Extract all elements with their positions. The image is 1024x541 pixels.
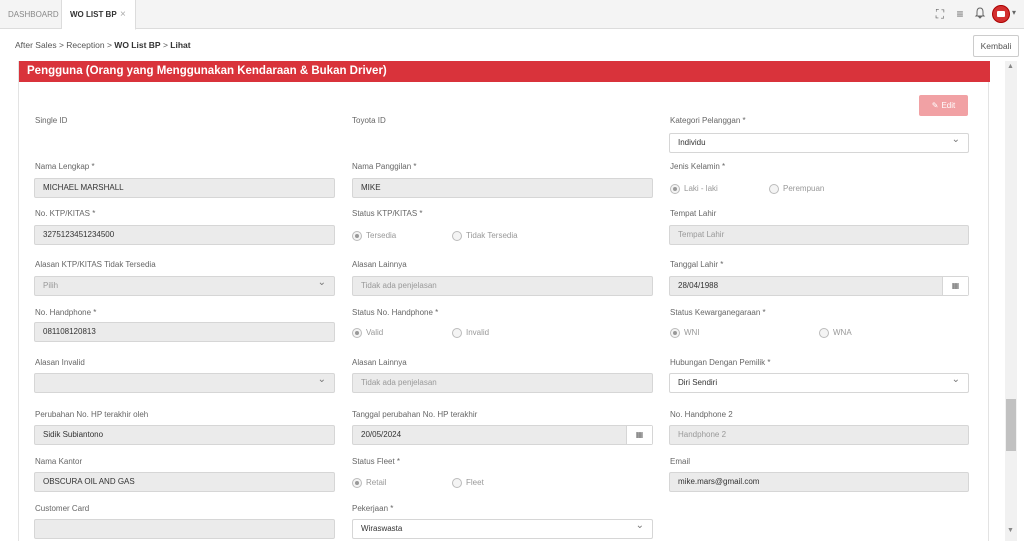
- chevron-down-icon[interactable]: ▾: [1012, 8, 1017, 17]
- kewarganegaraan-label: Status Kewarganegaraan *: [670, 308, 766, 317]
- nama-lengkap-field[interactable]: MICHAEL MARSHALL: [34, 178, 335, 198]
- radio-wni[interactable]: WNI: [670, 328, 700, 338]
- customer-card-label: Customer Card: [35, 504, 90, 513]
- email-label: Email: [670, 457, 691, 466]
- pekerjaan-select[interactable]: Wiraswasta ⌄: [352, 519, 653, 539]
- status-fleet-label: Status Fleet *: [352, 457, 401, 466]
- customer-card-field[interactable]: [34, 519, 335, 539]
- perubahan-hp-field[interactable]: Sidik Subiantono: [34, 425, 335, 445]
- alasan-invalid-label: Alasan Invalid: [35, 358, 85, 367]
- status-ktp-label: Status KTP/KITAS *: [352, 209, 423, 218]
- tempat-lahir-field[interactable]: Tempat Lahir: [669, 225, 969, 245]
- toyota-id-label: Toyota ID: [352, 116, 386, 125]
- menu-icon[interactable]: ≡: [956, 7, 964, 21]
- tanggal-perubahan-value: 20/05/2024: [361, 430, 402, 439]
- breadcrumb-separator: >: [58, 40, 64, 50]
- tab-dashboard[interactable]: DASHBOARD: [0, 0, 62, 29]
- email-field[interactable]: mike.mars@gmail.com: [669, 472, 969, 492]
- pekerjaan-label: Pekerjaan *: [352, 504, 394, 513]
- tanggal-perubahan-field[interactable]: [352, 425, 653, 445]
- nama-kantor-label: Nama Kantor: [35, 457, 83, 466]
- breadcrumb: [15, 40, 191, 50]
- no-handphone-2-field[interactable]: Handphone 2: [669, 425, 969, 445]
- nama-panggilan-label: Nama Panggilan *: [352, 162, 417, 171]
- jenis-kelamin-label: Jenis Kelamin *: [670, 162, 726, 171]
- kembali-button[interactable]: Kembali: [973, 35, 1019, 57]
- alasan-lainnya-label: Alasan Lainnya: [352, 260, 407, 269]
- no-handphone-field[interactable]: 081108120813: [34, 322, 335, 342]
- breadcrumb-separator: >: [162, 40, 168, 50]
- avatar[interactable]: [992, 5, 1010, 23]
- nama-panggilan-field[interactable]: MIKE: [352, 178, 653, 198]
- edit-button[interactable]: [919, 95, 968, 116]
- breadcrumb-lihat: Lihat: [170, 40, 191, 50]
- radio-wna[interactable]: WNA: [819, 328, 852, 338]
- kategori-select[interactable]: Individu ⌄: [669, 133, 969, 153]
- tanggal-lahir-field[interactable]: [669, 276, 969, 296]
- nama-lengkap-label: Nama Lengkap *: [35, 162, 95, 171]
- calendar-icon[interactable]: ▦: [942, 277, 968, 295]
- radio-perempuan[interactable]: Perempuan: [769, 184, 824, 194]
- bell-icon[interactable]: [973, 7, 987, 21]
- radio-fleet[interactable]: Fleet: [452, 478, 484, 488]
- hubungan-label: Hubungan Dengan Pemilik *: [670, 358, 771, 367]
- breadcrumb-separator: >: [106, 40, 112, 50]
- calendar-icon[interactable]: ▦: [626, 426, 652, 444]
- scroll-up-icon[interactable]: ▲: [1007, 63, 1014, 70]
- alasan-lainnya-field[interactable]: Tidak ada penjelasan: [352, 276, 653, 296]
- scroll-thumb[interactable]: [1006, 399, 1016, 451]
- radio-retail[interactable]: Retail: [352, 478, 386, 488]
- single-id-label: Single ID: [35, 116, 68, 125]
- section-title: Pengguna (Orang yang Menggunakan Kendaraan & Bukan Driver): [19, 61, 990, 82]
- tempat-lahir-label: Tempat Lahir: [670, 209, 717, 218]
- top-tab-bar: [0, 0, 1024, 29]
- breadcrumb-wo-list-bp[interactable]: WO List BP: [114, 40, 161, 50]
- no-ktp-label: No. KTP/KITAS *: [35, 209, 96, 218]
- edit-label: Edit: [941, 101, 956, 110]
- status-handphone-label: Status No. Handphone *: [352, 308, 439, 317]
- tanggal-lahir-value: 28/04/1988: [678, 281, 719, 290]
- no-handphone-2-label: No. Handphone 2: [670, 410, 733, 419]
- breadcrumb-reception[interactable]: Reception: [66, 40, 105, 50]
- tab-wo-list-bp[interactable]: WO LIST BP: [62, 0, 136, 30]
- alasan-ktp-select[interactable]: Pilih ⌄: [34, 276, 335, 296]
- alasan-invalid-select[interactable]: [34, 373, 335, 393]
- hubungan-select[interactable]: Diri Sendiri ⌄: [669, 373, 969, 393]
- radio-valid[interactable]: Valid: [352, 328, 383, 338]
- alasan-ktp-label: Alasan KTP/KITAS Tidak Tersedia: [35, 260, 156, 269]
- pencil-icon: ✎: [931, 101, 939, 110]
- tanggal-lahir-label: Tanggal Lahir *: [670, 260, 724, 269]
- fullscreen-icon[interactable]: ⛶: [935, 7, 945, 21]
- breadcrumb-after-sales[interactable]: After Sales: [15, 40, 57, 50]
- alasan-lainnya-2-label: Alasan Lainnya: [352, 358, 407, 367]
- perubahan-hp-label: Perubahan No. HP terakhir oleh: [35, 410, 149, 419]
- alasan-lainnya-2-field[interactable]: Tidak ada penjelasan: [352, 373, 653, 393]
- scrollbar[interactable]: [1005, 61, 1017, 541]
- nama-kantor-field[interactable]: OBSCURA OIL AND GAS: [34, 472, 335, 492]
- scroll-down-icon[interactable]: ▼: [1007, 527, 1014, 534]
- kategori-label: Kategori Pelanggan *: [670, 116, 746, 125]
- no-ktp-field[interactable]: 3275123451234500: [34, 225, 335, 245]
- radio-tersedia[interactable]: Tersedia: [352, 231, 396, 241]
- radio-laki-laki[interactable]: Laki - laki: [670, 184, 718, 194]
- radio-tidak-tersedia[interactable]: Tidak Tersedia: [452, 231, 518, 241]
- no-handphone-label: No. Handphone *: [35, 308, 97, 317]
- close-icon[interactable]: ×: [120, 9, 126, 20]
- tanggal-perubahan-label: Tanggal perubahan No. HP terakhir: [352, 410, 478, 419]
- radio-invalid[interactable]: Invalid: [452, 328, 489, 338]
